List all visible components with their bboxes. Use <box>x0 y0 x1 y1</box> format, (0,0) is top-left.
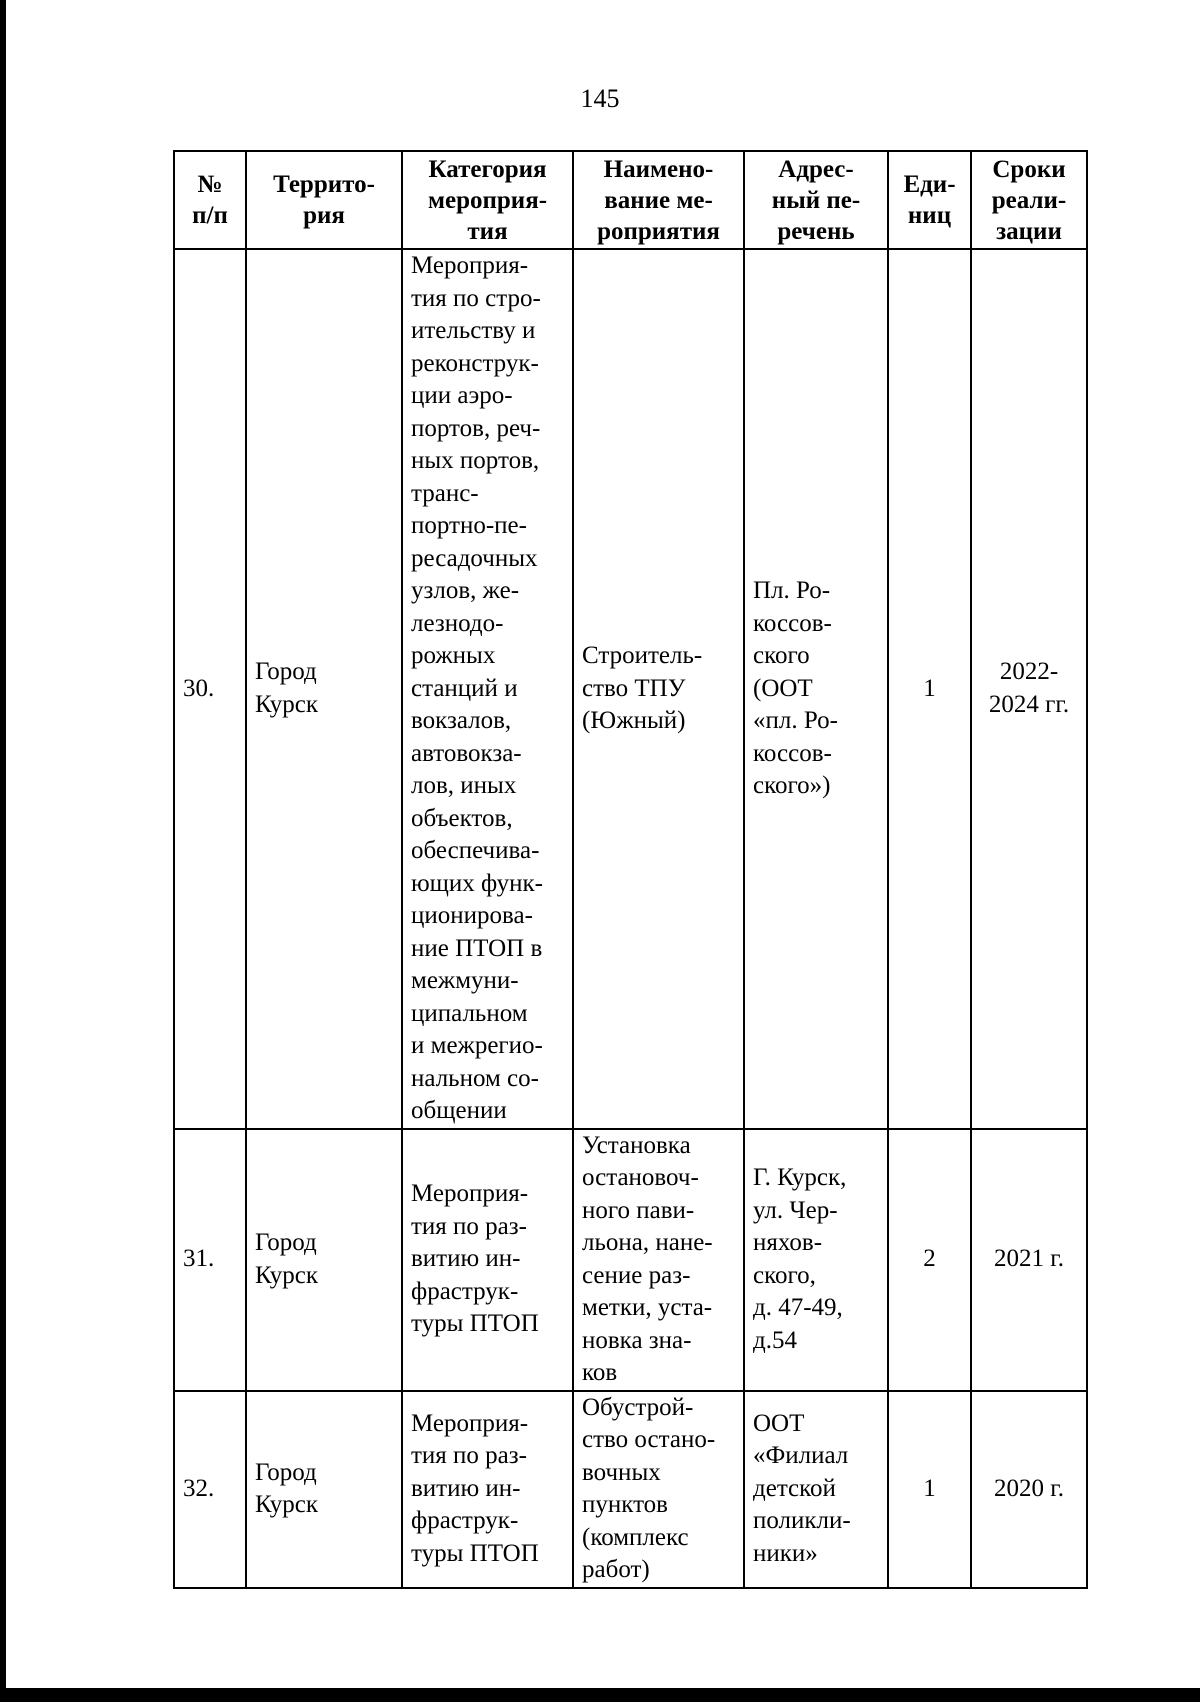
row-number: 31. <box>174 1129 246 1391</box>
scan-edge-left <box>0 0 6 1702</box>
header-measure-name: Наимено- вание ме- роприятия <box>573 151 744 249</box>
row-measure-name: Обустрой- ство остано- вочных пунктов (комплекс работ) <box>573 1391 744 1588</box>
header-period: Сроки реали- зации <box>971 151 1087 249</box>
row-category: Мероприя- тия по раз- витию ин- фраструк- туры ПТОП <box>402 1129 573 1391</box>
row-units: 1 <box>888 249 971 1129</box>
header-units: Еди- ниц <box>888 151 971 249</box>
row-measure-name: Строитель- ство ТПУ (Южный) <box>573 249 744 1129</box>
row-address: ООТ «Филиал детской поликли- ники» <box>744 1391 888 1588</box>
table-row <box>174 1391 1087 1588</box>
row-category: Мероприя- тия по стро- ительству и реконструк- ции аэро- портов, реч- ных портов, транс- портно-пе- ресадочных узлов, же- лезнодо- рожных станций и вокзалов, автовокза- лов, иных объектов, обеспечива- ющих функ- ционирова- ние ПТОП в межмуни- ципальном и межрегио- нальном со- общении <box>402 249 573 1129</box>
row-units: 2 <box>888 1129 971 1391</box>
row-territory: Город Курск <box>246 249 402 1129</box>
row-units: 1 <box>888 1391 971 1588</box>
row-number: 32. <box>174 1391 246 1588</box>
row-period: 2020 г. <box>971 1391 1087 1588</box>
measures-table <box>173 150 1088 1589</box>
row-period: 2022- 2024 гг. <box>971 249 1087 1129</box>
table-row <box>174 1129 1087 1391</box>
header-territory: Террито- рия <box>246 151 402 249</box>
header-category: Категория мероприя- тия <box>402 151 573 249</box>
row-number: 30. <box>174 249 246 1129</box>
row-address: Г. Курск, ул. Чер- няхов- ского, д. 47-49, д.54 <box>744 1129 888 1391</box>
header-number: № п/п <box>174 151 246 249</box>
table-row <box>174 249 1087 1129</box>
header-address: Адрес- ный пе- речень <box>744 151 888 249</box>
row-measure-name: Установка остановоч- ного пави- льона, нане- сение раз- метки, уста- новка зна- ков <box>573 1129 744 1391</box>
row-category: Мероприя- тия по раз- витию ин- фраструк- туры ПТОП <box>402 1391 573 1588</box>
row-address: Пл. Ро- коссов- ского (ООТ «пл. Ро- коссов- ского») <box>744 249 888 1129</box>
row-territory: Город Курск <box>246 1129 402 1391</box>
page-number: 145 <box>580 84 620 113</box>
table-header-row <box>174 151 1087 249</box>
row-period: 2021 г. <box>971 1129 1087 1391</box>
row-territory: Город Курск <box>246 1391 402 1588</box>
scan-edge-bottom <box>0 1688 1200 1702</box>
